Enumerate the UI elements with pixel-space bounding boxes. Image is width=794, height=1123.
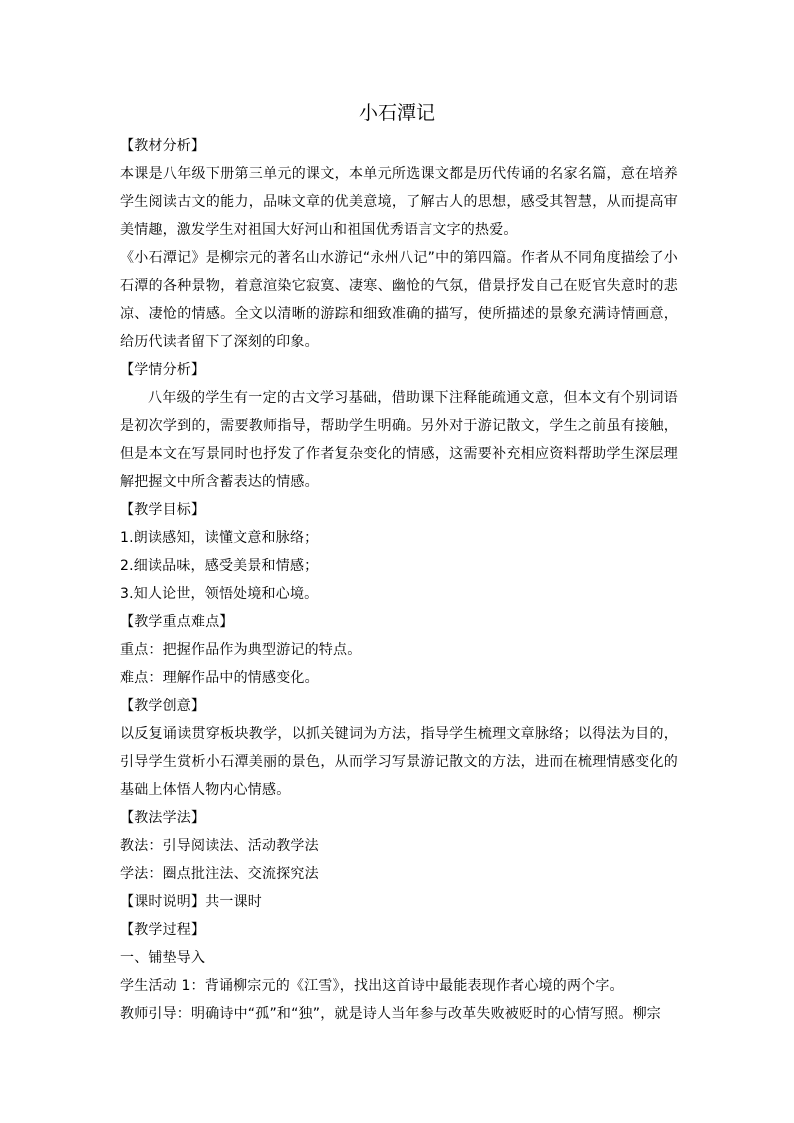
teaching-method: 教法：引导阅读法、活动教学法: [120, 838, 319, 854]
key-point: 重点：把握作品作为典型游记的特点。: [120, 642, 362, 658]
process-step-1: 一、铺垫导入: [120, 950, 206, 966]
learning-method: 学法：圈点批注法、交流探究法: [120, 866, 319, 882]
paragraph-textbook-analysis-1: 本课是八年级下册第三单元的课文，本单元所选课文都是历代传诵的名家名篇，意在培养学生阅读古文的能力，品味文章的优美意境，了解古人的思想，感受其智慧，从而提高审美情趣，激发学生对祖国大好河山和祖国优秀语言文字的热爱。: [120, 166, 678, 238]
paragraph-learner-analysis: 八年级的学生有一定的古文学习基础，借助课下注释能疏通文意，但本文有个别词语是初次学到的，需要教师指导，帮助学生明确。另外对于游记散文，学生之前虽有接触，但是本文在写景同时也抒发了作者复杂变化的情感，这需要补充相应资料帮助学生深层理解把握文中所含蓄表达的情感。: [120, 390, 678, 490]
goal-item-2: 2.细读品味，感受美景和情感；: [120, 558, 319, 574]
section-heading-teaching-goals: 【教学目标】: [120, 502, 206, 518]
student-activity-1: 学生活动 1：背诵柳宗元的《江雪》，找出这首诗中最能表现作者心境的两个字。: [120, 978, 624, 994]
section-heading-teaching-process: 【教学过程】: [120, 922, 206, 938]
section-heading-creative-idea: 【教学创意】: [120, 698, 206, 714]
document-title: 小石潭记: [358, 102, 435, 124]
teacher-guidance: 教师引导：明确诗中“孤”和“独”，就是诗人当年参与改革失败被贬时的心情写照。柳宗: [120, 1006, 662, 1022]
goal-item-3: 3.知人论世，领悟处境和心境。: [120, 586, 319, 602]
goal-item-1: 1.朗读感知，读懂文意和脉络；: [120, 530, 319, 546]
difficult-point: 难点：理解作品中的情感变化。: [120, 670, 319, 686]
document-body: [120, 132, 678, 1028]
paragraph-creative-idea: 以反复诵读贯穿板块教学，以抓关键词为方法，指导学生梳理文章脉络；以得法为目的，引导学生赏析小石潭美丽的景色，从而学习写景游记散文的方法，进而在梳理情感变化的基础上体悟人物内心情感。: [120, 726, 678, 798]
section-heading-key-points: 【教学重点难点】: [120, 614, 234, 630]
section-heading-methods: 【教法学法】: [120, 810, 206, 826]
period-description: 【课时说明】共一课时: [120, 894, 262, 910]
section-heading-learner-analysis: 【学情分析】: [120, 362, 206, 378]
paragraph-textbook-analysis-2: 《小石潭记》是柳宗元的著名山水游记“永州八记”中的第四篇。作者从不同角度描绘了小石潭的各种景物，着意渲染它寂寞、凄寒、幽怆的气氛，借景抒发自己在贬官失意时的悲凉、凄怆的情感。全文以清晰的游踪和细致准确的描写，使所描述的景象充满诗情画意，给历代读者留下了深刻的印象。: [120, 250, 678, 350]
section-heading-textbook-analysis: 【教材分析】: [120, 138, 206, 154]
